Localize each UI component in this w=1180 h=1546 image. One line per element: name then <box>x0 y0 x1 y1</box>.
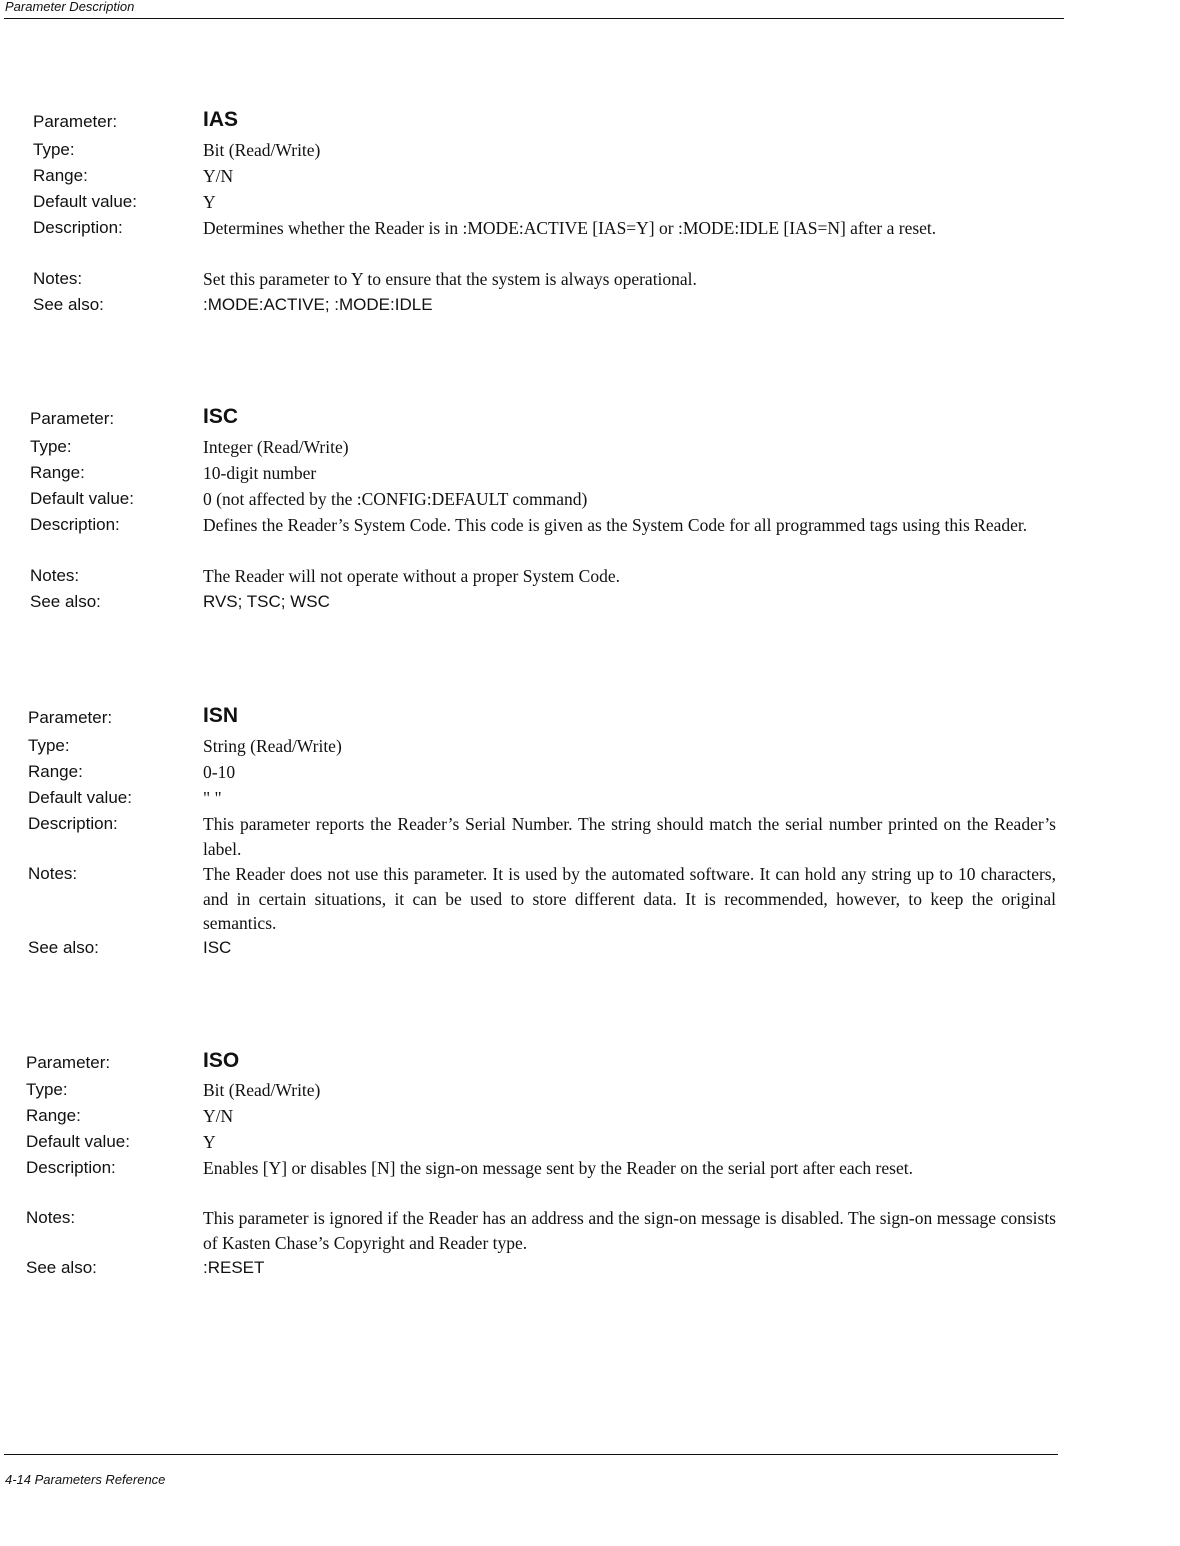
label-description: Description: <box>28 814 118 833</box>
param-see-also: ISC <box>203 938 232 957</box>
label-default: Default value: <box>33 192 137 211</box>
label-notes: Notes: <box>26 1208 76 1227</box>
footer-rule <box>4 1454 1058 1455</box>
param-default: Y <box>203 1132 216 1152</box>
param-range: Y/N <box>203 166 234 186</box>
param-name: ISC <box>203 405 239 428</box>
param-name: IAS <box>203 108 239 131</box>
label-parameter: Parameter: <box>26 1053 111 1072</box>
label-see-also: See also: <box>26 1258 97 1277</box>
param-description: Defines the Reader’s System Code. This code is given as the System Code for all programmed tags using this Reader. <box>203 515 1028 535</box>
label-range: Range: <box>30 463 85 482</box>
param-notes: The Reader will not operate without a proper System Code. <box>203 566 620 586</box>
param-name: ISN <box>203 704 239 727</box>
label-default: Default value: <box>30 489 134 508</box>
label-description: Description: <box>26 1158 116 1177</box>
param-description: Determines whether the Reader is in :MODE:ACTIVE [IAS=Y] or :MODE:IDLE [IAS=N] after a reset. <box>203 218 937 238</box>
param-description: This parameter reports the Reader’s Serial Number. The string should match the serial number printed on the Reader’s label. <box>203 814 1056 859</box>
label-range: Range: <box>33 166 88 185</box>
param-type: Integer (Read/Write) <box>203 437 349 457</box>
param-notes: Set this parameter to Y to ensure that the system is always operational. <box>203 269 697 289</box>
param-default: Y <box>203 192 216 212</box>
param-notes: This parameter is ignored if the Reader has an address and the sign-on message is disabled. The sign-on message consists of Kasten Chase’s Copyright and Reader type. <box>203 1208 1056 1253</box>
label-see-also: See also: <box>33 295 104 314</box>
param-see-also: :RESET <box>203 1258 265 1277</box>
label-notes: Notes: <box>28 864 78 883</box>
param-range: 0-10 <box>203 762 236 782</box>
param-default: " " <box>203 788 222 808</box>
param-name: ISO <box>203 1049 240 1072</box>
label-default: Default value: <box>28 788 132 807</box>
param-type: Bit (Read/Write) <box>203 1080 321 1100</box>
page-footer: 4-14 Parameters Reference <box>5 1472 166 1487</box>
label-notes: Notes: <box>33 269 83 288</box>
label-type: Type: <box>30 437 72 456</box>
label-type: Type: <box>26 1080 68 1099</box>
param-see-also: RVS; TSC; WSC <box>203 592 330 611</box>
param-range: Y/N <box>203 1106 234 1126</box>
param-type: String (Read/Write) <box>203 736 342 756</box>
label-description: Description: <box>30 515 120 534</box>
param-notes: The Reader does not use this parameter. It is used by the automated software. It can hold any string up to 10 characters, and in certain situations, it can be used to store different data. It is recommended, however, to keep the original semantics. <box>203 864 1056 933</box>
label-default: Default value: <box>26 1132 130 1151</box>
label-type: Type: <box>28 736 70 755</box>
param-range: 10-digit number <box>203 463 317 483</box>
param-description: Enables [Y] or disables [N] the sign-on message sent by the Reader on the serial port after each reset. <box>203 1158 913 1178</box>
label-see-also: See also: <box>28 938 99 957</box>
param-default: 0 (not affected by the :CONFIG:DEFAULT command) <box>203 489 588 509</box>
param-type: Bit (Read/Write) <box>203 140 321 160</box>
label-parameter: Parameter: <box>28 708 113 727</box>
label-notes: Notes: <box>30 566 80 585</box>
label-parameter: Parameter: <box>30 409 115 428</box>
label-description: Description: <box>33 218 123 237</box>
label-see-also: See also: <box>30 592 101 611</box>
page-header: Parameter Description <box>5 0 135 14</box>
header-rule <box>4 18 1064 19</box>
label-range: Range: <box>28 762 83 781</box>
label-type: Type: <box>33 140 75 159</box>
label-range: Range: <box>26 1106 81 1125</box>
label-parameter: Parameter: <box>33 112 118 131</box>
param-see-also: :MODE:ACTIVE; :MODE:IDLE <box>203 295 433 314</box>
